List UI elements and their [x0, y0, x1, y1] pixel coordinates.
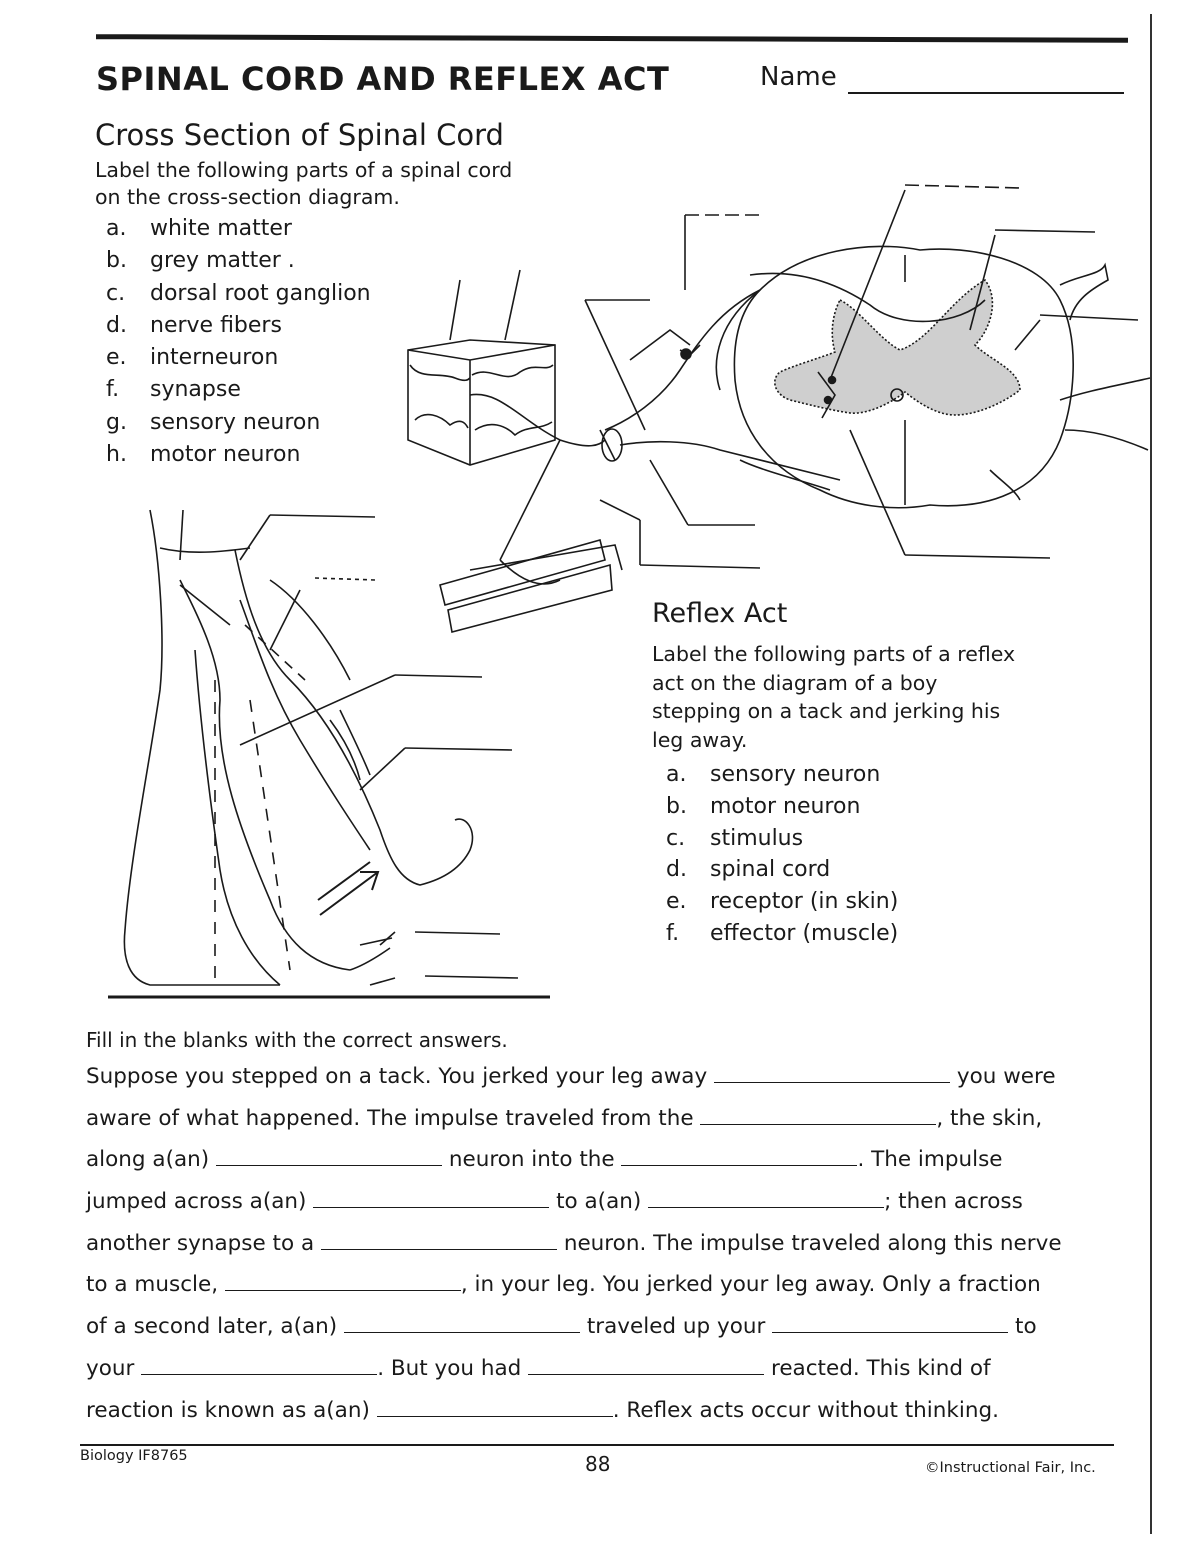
- reflex-act-instructions: Label the following parts of a reflex act on the diagram of a boy stepping on a tack and jerking his leg away.: [652, 642, 1016, 752]
- list-item: c. dorsal root ganglion: [106, 280, 371, 306]
- fill-in-line-5: another synapse to a neuron. The impulse traveled along this nerve: [86, 1230, 1062, 1256]
- footer-right: ©Instructional Fair, Inc.: [925, 1460, 1096, 1476]
- cross-section-heading: Cross Section of Spinal Cord: [95, 118, 504, 152]
- page-number: 88: [585, 1452, 611, 1476]
- footer-rule: [80, 1444, 1114, 1446]
- fill-in-line-1: Suppose you stepped on a tack. You jerked your leg away you were: [86, 1064, 1056, 1089]
- fill-in-line-3: along a(an) neuron into the . The impulse: [86, 1147, 1003, 1173]
- reflex-act-heading: Reflex Act: [652, 598, 788, 629]
- answer-blank[interactable]: [528, 1356, 764, 1375]
- answer-blank[interactable]: [700, 1106, 936, 1125]
- answer-blank[interactable]: [714, 1064, 950, 1083]
- answer-blank[interactable]: [772, 1314, 1008, 1333]
- footer-left: Biology IF8765: [80, 1448, 188, 1464]
- answer-blank[interactable]: [321, 1231, 557, 1250]
- list-item: f. effector (muscle): [666, 920, 899, 946]
- cross-section-instructions: Label the following parts of a spinal cord on the cross-section diagram.: [95, 158, 513, 209]
- fill-in-line-2: aware of what happened. The impulse traveled from the , the skin,: [86, 1105, 1043, 1131]
- fill-in-instruction: Fill in the blanks with the correct answers.: [86, 1028, 508, 1052]
- fill-in-line-8: your . But you had reacted. This kind of: [86, 1355, 991, 1381]
- list-item: a. white matter: [106, 216, 292, 241]
- answer-blank[interactable]: [344, 1314, 580, 1333]
- list-item: e. receptor (in skin): [666, 889, 899, 915]
- list-item: b. grey matter .: [106, 248, 295, 274]
- spinal-cord-cross-section: [600, 246, 1150, 507]
- fill-in-paragraph: [86, 1064, 1126, 1439]
- list-item: e. interneuron: [106, 345, 279, 371]
- worksheet-title: SPINAL CORD AND REFLEX ACT: [96, 60, 670, 98]
- fill-in-line-7: of a second later, a(an) traveled up your to: [86, 1314, 1037, 1340]
- muscle-bundle: [440, 540, 622, 632]
- answer-blank[interactable]: [225, 1272, 461, 1291]
- list-item: g. sensory neuron: [106, 409, 321, 435]
- list-item: b. motor neuron: [666, 793, 861, 819]
- answer-blank[interactable]: [377, 1398, 613, 1417]
- list-item: d. spinal cord: [666, 857, 831, 883]
- fill-in-line-4: jumped across a(an) to a(an) ; then across: [86, 1189, 1023, 1215]
- answer-blank[interactable]: [648, 1189, 884, 1208]
- answer-blank[interactable]: [313, 1189, 549, 1208]
- fill-in-line-9: reaction is known as a(an) . Reflex acts occur without thinking.: [86, 1397, 999, 1423]
- list-item: h. motor neuron: [106, 442, 301, 468]
- answer-blank[interactable]: [621, 1147, 857, 1166]
- skin-block: [408, 270, 605, 560]
- list-item: d. nerve fibers: [106, 312, 282, 338]
- list-item: c. stimulus: [666, 825, 804, 851]
- list-item: f. synapse: [106, 377, 241, 403]
- list-item: a. sensory neuron: [666, 762, 881, 787]
- name-label: Name: [760, 62, 837, 92]
- answer-blank[interactable]: [141, 1356, 377, 1375]
- legs-figure: [108, 510, 550, 997]
- answer-blank[interactable]: [216, 1147, 442, 1166]
- fill-in-line-6: to a muscle, , in your leg. You jerked your leg away. Only a fraction: [86, 1272, 1041, 1298]
